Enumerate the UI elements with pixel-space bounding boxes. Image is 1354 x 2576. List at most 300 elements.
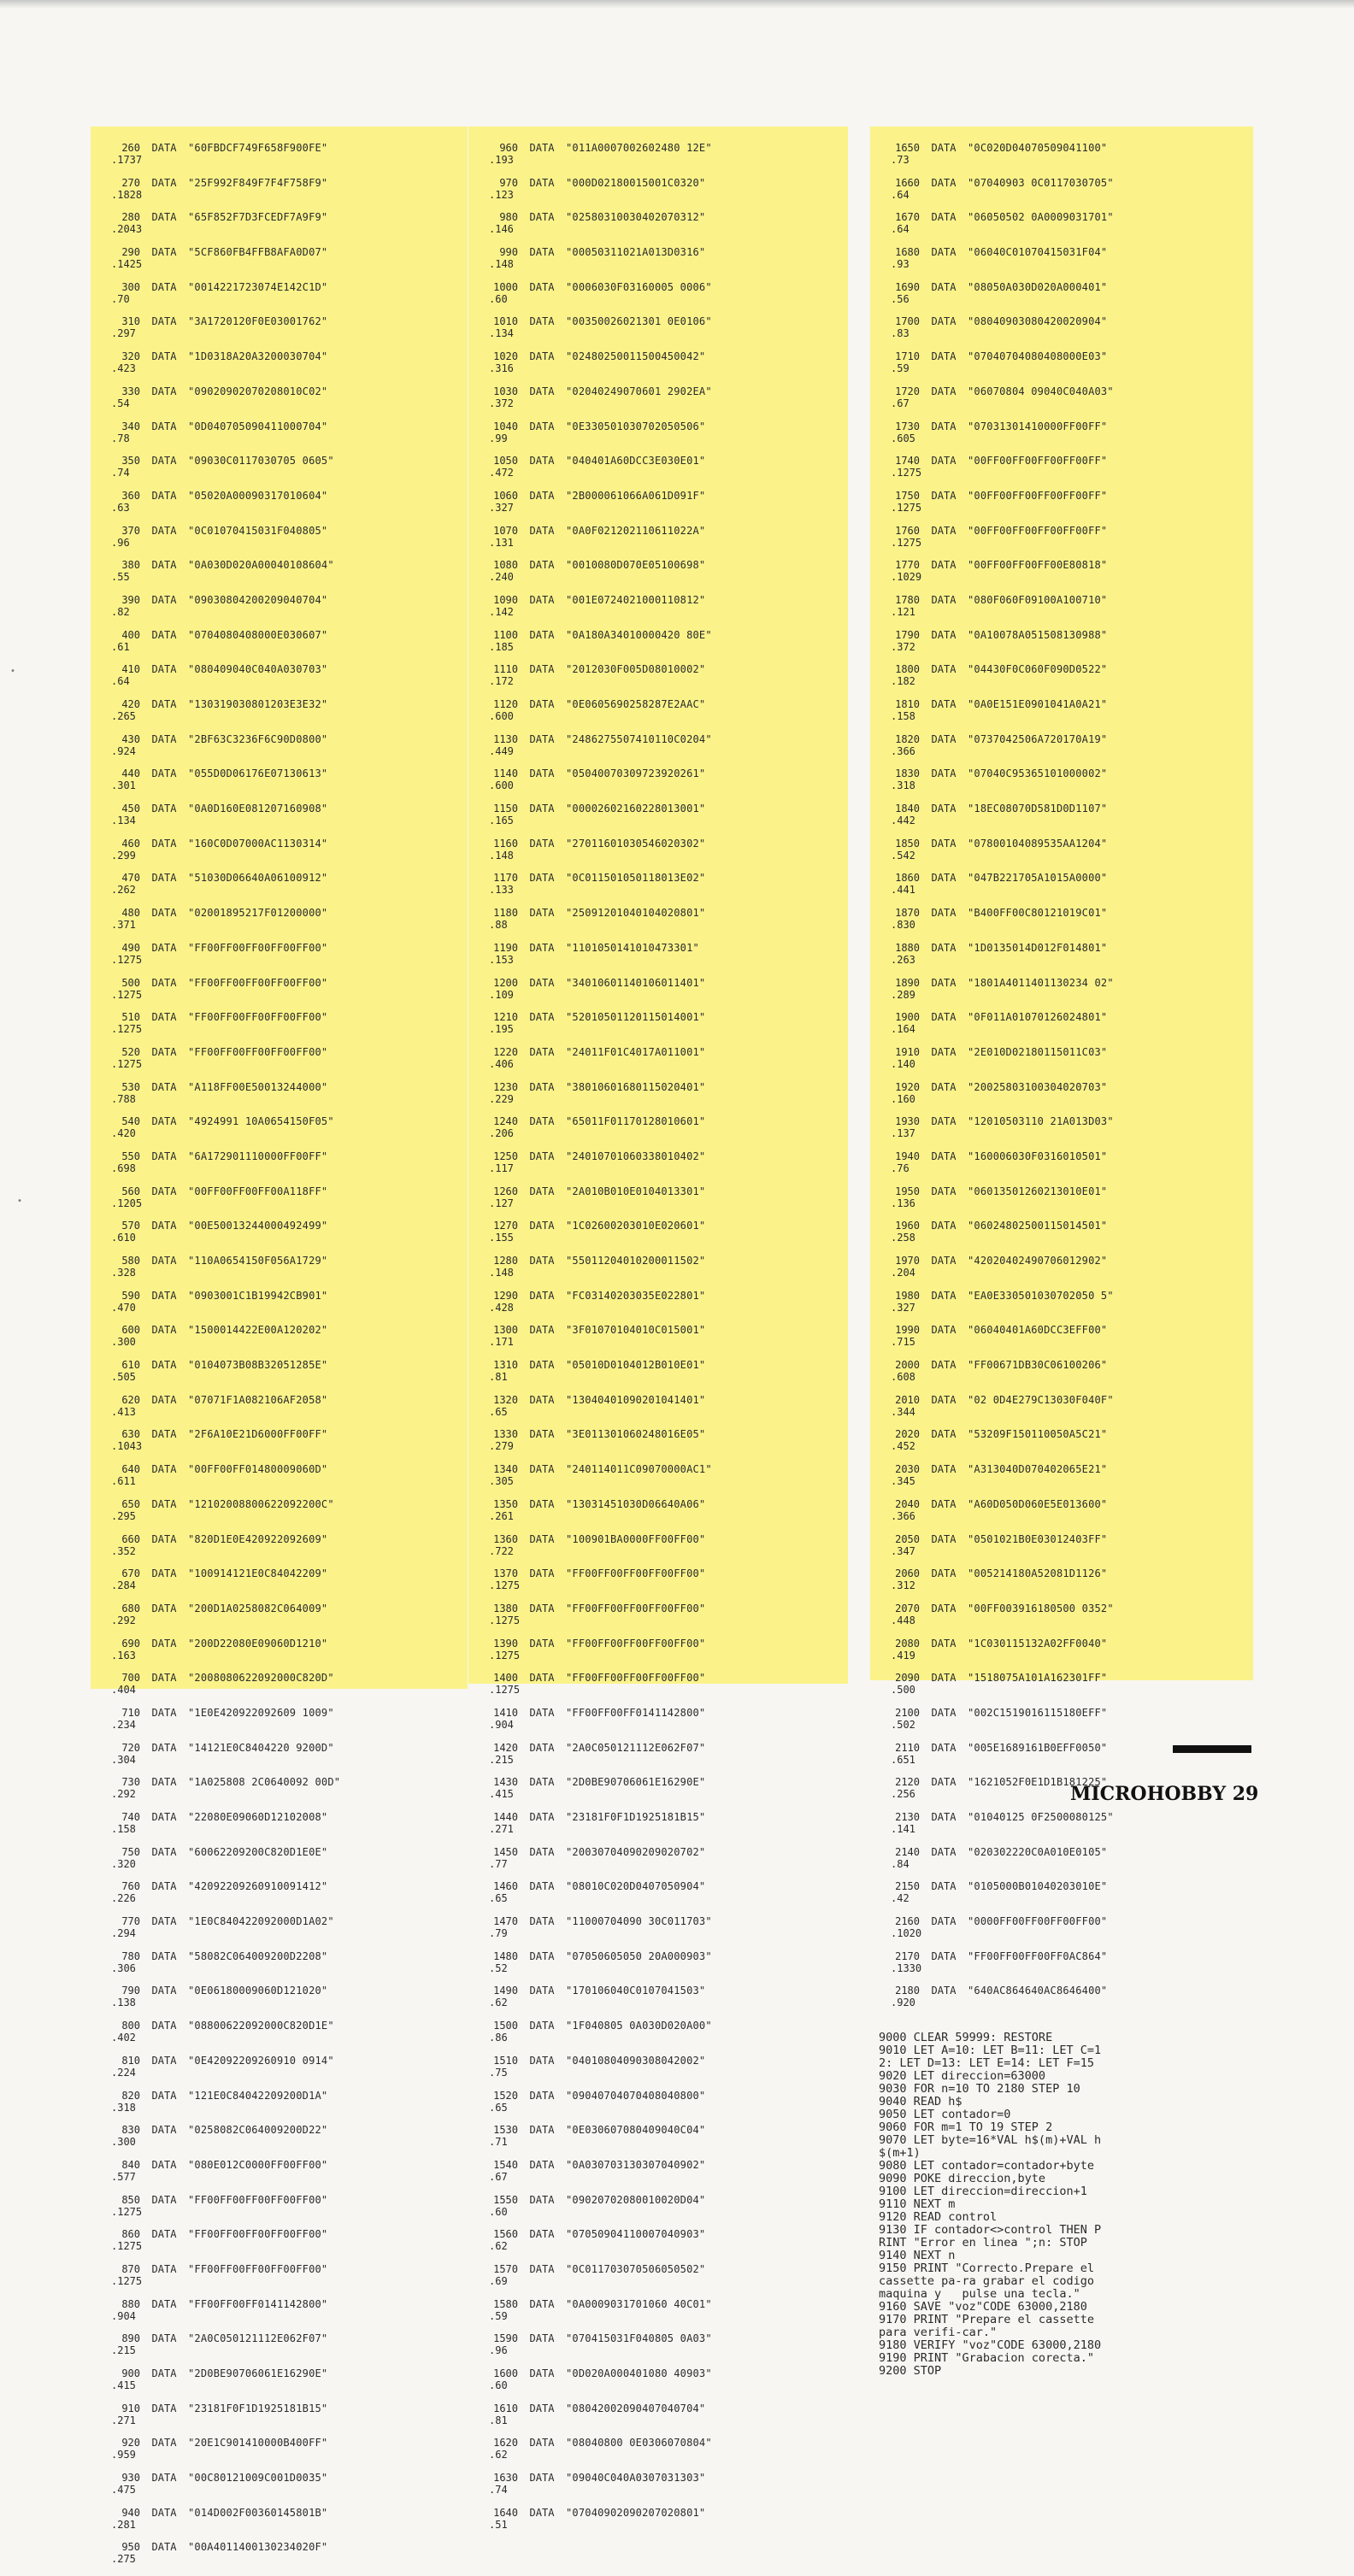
data-line [91,1950,468,1985]
data-line [870,1567,1253,1603]
line-number: 1090 [493,593,518,606]
checksum: .258 [891,1232,915,1244]
checksum: .920 [891,1997,915,2009]
checksum: .312 [891,1579,915,1592]
data-keyword: DATA [151,663,177,676]
checksum: .136 [891,1197,915,1209]
checksum: .318 [111,2101,136,2114]
checksum: .1330 [891,1961,922,1974]
data-keyword: DATA [529,1045,555,1058]
data-line [91,907,468,942]
checksum: .1275 [111,1023,143,1036]
data-keyword: DATA [529,385,555,397]
data-keyword: DATA [931,1602,957,1614]
line-number: 900 [121,2367,140,2379]
data-keyword: DATA [151,907,177,920]
hex-string: "0903001C1B19942CB901" [188,1289,328,1302]
hex-string: "1E0C840422092000D1A02" [188,1915,334,1928]
data-line [91,768,468,803]
checksum: .300 [111,1336,136,1349]
data-line [91,2055,468,2090]
line-number: 1640 [493,2506,518,2519]
data-line [468,1985,848,2020]
data-line [870,385,1253,421]
checksum: .475 [111,2484,136,2497]
data-line [870,1290,1253,1325]
data-keyword: DATA [529,2262,555,2275]
data-line [468,2228,848,2263]
checksum: .500 [891,1684,915,1697]
checksum: .121 [891,605,915,618]
line-number: 1280 [493,1255,518,1267]
data-keyword: DATA [931,907,957,920]
hex-string: "A313040D070402065E21" [968,1463,1108,1476]
data-line [91,2228,468,2263]
data-line [468,525,848,560]
line-number: 1480 [493,1950,518,1962]
data-keyword: DATA [529,1602,555,1614]
hex-string: "07031301410000FF00FF" [968,420,1108,432]
line-number: 2100 [895,1706,920,1719]
hex-string: "20030704090209020702" [566,1845,706,1858]
line-number: 1380 [493,1602,518,1614]
line-number: 1880 [895,941,920,954]
hex-string: "055D0D06176E07130613" [188,768,328,780]
data-line [468,1567,848,1603]
data-keyword: DATA [151,1359,177,1372]
checksum: .69 [489,2274,508,2287]
data-keyword: DATA [151,2020,177,2032]
hex-string: "00050311021A013D0316" [566,246,706,259]
data-line [870,942,1253,977]
line-number: 280 [121,211,140,224]
checksum: .428 [489,1301,514,1314]
line-number: 2140 [895,1845,920,1858]
hex-string: "3F01070104010C015001" [566,1324,706,1337]
data-line [468,177,848,212]
data-keyword: DATA [931,559,957,572]
data-line [468,803,848,838]
line-number: 1800 [895,663,920,676]
checksum: .316 [489,362,514,375]
line-number: 370 [121,524,140,537]
data-keyword: DATA [529,1776,555,1789]
data-keyword: DATA [931,1811,957,1823]
data-keyword: DATA [529,142,555,154]
checksum: .1275 [891,467,922,479]
checksum: .830 [891,919,915,932]
checksum: .60 [489,2205,508,2218]
data-keyword: DATA [151,524,177,537]
data-line [468,2263,848,2298]
checksum: .301 [111,779,136,792]
line-number: 1920 [895,1080,920,1093]
hex-string: "08042002090407040704" [566,2402,706,2414]
data-keyword: DATA [151,1706,177,1719]
data-line [468,942,848,977]
data-line [468,1742,848,1777]
hex-string: "06024802500115014501" [968,1220,1108,1232]
hex-string: "00C80121009C001D0035" [188,2472,328,2485]
data-line [468,2472,848,2507]
hex-string: "00FF00FF00FF00E80818" [968,559,1108,572]
data-keyword: DATA [529,1185,555,1197]
hex-string: "FF00FF00FF00FF00FF00" [566,1672,706,1685]
data-line [91,1742,468,1777]
line-number: 490 [121,941,140,954]
line-number: 2090 [895,1672,920,1685]
line-number: 1360 [493,1532,518,1545]
data-keyword: DATA [529,1915,555,1928]
hex-string: "0C011703070506050502" [566,2262,706,2275]
hex-string: "0E030607080409040C04" [566,2124,706,2137]
checksum: .55 [111,571,130,584]
hex-string: "07071F1A082106AF2058" [188,1393,328,1406]
data-line [468,1915,848,1950]
hex-string: "0006030F03160005 0006" [566,280,712,293]
hex-string: "0D020A000401080 40903" [566,2367,712,2379]
data-keyword: DATA [529,524,555,537]
hex-string: "3A1720120F0E03001762" [188,315,328,328]
checksum: .131 [489,536,514,549]
data-line [91,698,468,733]
checksum: .67 [489,2170,508,2183]
line-number: 680 [121,1602,140,1614]
line-number: 1080 [493,559,518,572]
hex-string: "FF00FF00FF00FF00FF00" [188,941,328,954]
hex-string: "0104073B08B32051285E" [188,1359,328,1372]
line-number: 1740 [895,455,920,468]
data-line [91,211,468,246]
data-keyword: DATA [931,176,957,189]
line-number: 1580 [493,2297,518,2310]
data-line [91,2263,468,2298]
data-line [91,1533,468,1568]
line-number: 1200 [493,976,518,989]
data-keyword: DATA [529,872,555,885]
data-keyword: DATA [529,559,555,572]
checksum: .297 [111,327,136,340]
line-number: 760 [121,1880,140,1893]
hex-string: "100901BA0000FF00FF00" [566,1532,706,1545]
data-line [870,1707,1253,1742]
line-number: 660 [121,1532,140,1545]
hex-string: "20E1C901410000B400FF" [188,2437,328,2450]
line-number: 1110 [493,663,518,676]
line-number: 410 [121,663,140,676]
data-line [468,385,848,421]
data-keyword: DATA [151,1845,177,1858]
checksum: .96 [111,536,130,549]
checksum: .271 [111,2414,136,2426]
data-line [468,698,848,733]
data-line [468,2055,848,2090]
hex-string: "25F992F849F7F4F758F9" [188,176,328,189]
checksum: .67 [891,397,910,409]
checksum: .448 [891,1614,915,1626]
hex-string: "0E42092209260910 0914" [188,2054,334,2067]
checksum: .449 [489,744,514,757]
line-number: 840 [121,2158,140,2171]
data-line [870,803,1253,838]
data-keyword: DATA [151,1255,177,1267]
checksum: .371 [111,919,136,932]
data-keyword: DATA [151,1150,177,1162]
checksum: .215 [111,2344,136,2357]
data-keyword: DATA [931,1497,957,1510]
line-number: 1240 [493,1115,518,1128]
data-keyword: DATA [931,1672,957,1685]
line-number: 2120 [895,1776,920,1789]
checksum: .1737 [111,154,143,166]
data-line [468,2298,848,2333]
checksum: .74 [489,2484,508,2497]
checksum: .347 [891,1544,915,1557]
checksum: .300 [111,2136,136,2149]
line-number: 800 [121,2020,140,2032]
hex-string: "100914121E0C84042209" [188,1567,328,1580]
line-number: 1170 [493,872,518,885]
hex-string: "60FBDCF749F658F900FE" [188,142,328,154]
line-number: 1650 [895,142,920,154]
data-line [870,1046,1253,1081]
checksum: .600 [489,710,514,722]
line-number: 850 [121,2193,140,2206]
data-line [870,768,1253,803]
checksum: .182 [891,675,915,688]
hex-string: "09030C0117030705 0605" [188,455,334,468]
checksum: .722 [489,1544,514,1557]
data-line [91,1324,468,1359]
data-line [91,1359,468,1394]
data-keyword: DATA [529,1672,555,1685]
data-line [468,2124,848,2159]
binding-mark: • [10,667,16,676]
data-line [91,1115,468,1150]
line-number: 600 [121,1324,140,1337]
data-keyword: DATA [151,455,177,468]
checksum: .271 [489,1823,514,1835]
data-line [91,1567,468,1603]
data-line [870,907,1253,942]
line-number: 740 [121,1811,140,1823]
data-line [468,421,848,456]
data-keyword: DATA [151,2089,177,2102]
data-keyword: DATA [931,1880,957,1893]
hex-string: "1E0E420922092609 1009" [188,1706,334,1719]
data-keyword: DATA [151,2228,177,2241]
data-keyword: DATA [931,1532,957,1545]
data-keyword: DATA [931,455,957,468]
line-number: 470 [121,872,140,885]
data-line [468,1081,848,1116]
data-line [91,1046,468,1081]
data-line [91,2437,468,2472]
hex-string: "FF00FF00FF00FF00FF00" [188,2193,328,2206]
checksum: .420 [111,1127,136,1140]
data-keyword: DATA [151,1950,177,1962]
line-number: 1520 [493,2089,518,2102]
checksum: .610 [111,1232,136,1244]
checksum: .611 [111,1475,136,1488]
hex-string: "A60D050D060E5E013600" [968,1497,1108,1510]
data-line [870,490,1253,525]
checksum: .261 [489,1509,514,1522]
hex-string: "0C011501050118013E02" [566,872,706,885]
line-number: 330 [121,385,140,397]
data-keyword: DATA [931,1289,957,1302]
data-keyword: DATA [529,1011,555,1024]
hex-string: "1621052F0E1D1B181225" [968,1776,1108,1789]
data-keyword: DATA [931,1220,957,1232]
hex-string: "2E010D02180115011C03" [968,1045,1108,1058]
data-keyword: DATA [529,1811,555,1823]
checksum: .1425 [111,258,143,271]
checksum: .163 [111,1649,136,1661]
hex-string: "02040249070601 2902EA" [566,385,712,397]
data-line [870,1880,1253,1915]
data-line [468,455,848,490]
data-line [468,1707,848,1742]
data-keyword: DATA [151,1393,177,1406]
line-number: 1060 [493,489,518,502]
hex-string: "00FF003916180500 0352" [968,1602,1114,1614]
hex-string: "04430F0C060F090D0522" [968,663,1108,676]
line-number: 1690 [895,280,920,293]
checksum: .281 [111,2518,136,2531]
line-number: 1290 [493,1289,518,1302]
data-line [870,1428,1253,1463]
hex-string: "0E06180009060D121020" [188,1985,328,1997]
line-number: 1140 [493,768,518,780]
data-keyword: DATA [529,1428,555,1441]
line-number: 750 [121,1845,140,1858]
data-keyword: DATA [151,1672,177,1685]
data-line [870,1081,1253,1116]
checksum: .413 [111,1405,136,1418]
checksum: .1275 [489,1649,521,1661]
line-number: 1930 [895,1115,920,1128]
data-line [468,1220,848,1255]
data-keyword: DATA [931,1011,957,1024]
checksum: .60 [489,292,508,305]
line-number: 1010 [493,315,518,328]
checksum: .133 [489,884,514,897]
checksum: .472 [489,467,514,479]
line-number: 630 [121,1428,140,1441]
line-number: 430 [121,732,140,745]
data-line [468,2194,848,2229]
data-keyword: DATA [151,1602,177,1614]
checksum: .73 [891,154,910,166]
data-keyword: DATA [151,2158,177,2171]
data-line [91,2367,468,2403]
data-line [91,663,468,698]
line-number: 1440 [493,1811,518,1823]
data-line [91,2194,468,2229]
checksum: .61 [111,640,130,653]
hex-string: "42092209260910091412" [188,1880,328,1893]
data-line [468,907,848,942]
checksum: .419 [891,1649,915,1661]
data-line [870,315,1253,350]
hex-string: "4924991 10A0654150F05" [188,1115,334,1128]
line-number: 1660 [895,176,920,189]
data-keyword: DATA [529,1289,555,1302]
hex-string: "00FF00FF00FF00A118FF" [188,1185,328,1197]
line-number: 1600 [493,2367,518,2379]
line-number: 1400 [493,1672,518,1685]
line-number: 1890 [895,976,920,989]
line-number: 1030 [493,385,518,397]
data-keyword: DATA [151,385,177,397]
line-number: 1050 [493,455,518,468]
hex-string: "1101050141010473301" [566,941,699,954]
data-keyword: DATA [529,1637,555,1650]
hex-string: "0A0E151E0901041A0A21" [968,698,1108,710]
line-number: 1180 [493,907,518,920]
data-line [91,142,468,177]
hex-string: "13040401090201041401" [566,1393,706,1406]
checksum: .372 [891,640,915,653]
hex-string: "12010503110 21A013D03" [968,1115,1114,1128]
checksum: .366 [891,1509,915,1522]
data-line [468,2159,848,2194]
checksum: .441 [891,884,915,897]
data-line [468,1880,848,1915]
data-keyword: DATA [151,2297,177,2310]
checksum: .415 [489,1788,514,1801]
checksum: .165 [489,815,514,827]
data-line [870,559,1253,594]
line-number: 1190 [493,941,518,954]
data-line [91,1672,468,1707]
data-line [91,525,468,560]
hex-string: "00FF00FF00FF00FF00FF" [968,489,1108,502]
data-keyword: DATA [151,628,177,641]
data-line [468,1324,848,1359]
line-number: 1760 [895,524,920,537]
line-number: 910 [121,2402,140,2414]
line-number: 710 [121,1706,140,1719]
checksum: .1275 [891,501,922,514]
hex-string: "1C030115132A02FF0040" [968,1637,1108,1650]
hex-string: "170106040C0107041503" [566,1985,706,1997]
data-keyword: DATA [151,2367,177,2379]
hex-string: "42020402490706012902" [968,1255,1108,1267]
hex-string: "11000704090 30C011703" [566,1915,712,1928]
data-keyword: DATA [931,1359,957,1372]
line-number: 2000 [895,1359,920,1372]
data-line [91,2090,468,2125]
checksum: .82 [111,605,130,618]
line-number: 1730 [895,420,920,432]
hex-string: "34010601140106011401" [566,976,706,989]
line-number: 1130 [493,732,518,745]
line-number: 1150 [493,803,518,815]
hex-string: "06070804 09040C040A03" [968,385,1114,397]
checksum: .406 [489,1057,514,1070]
checksum: .715 [891,1336,915,1349]
hex-string: "160006030F0316010501" [968,1150,1108,1162]
data-line [870,421,1253,456]
hex-string: "820D1E0E420922092609" [188,1532,328,1545]
hex-string: "6A172901110000FF00FF" [188,1150,328,1162]
data-line [870,281,1253,316]
checksum: .1029 [891,571,922,584]
hex-string: "0737042506A720170A19" [968,732,1108,745]
hex-string: "2A0C050121112E062F07" [566,1741,706,1754]
